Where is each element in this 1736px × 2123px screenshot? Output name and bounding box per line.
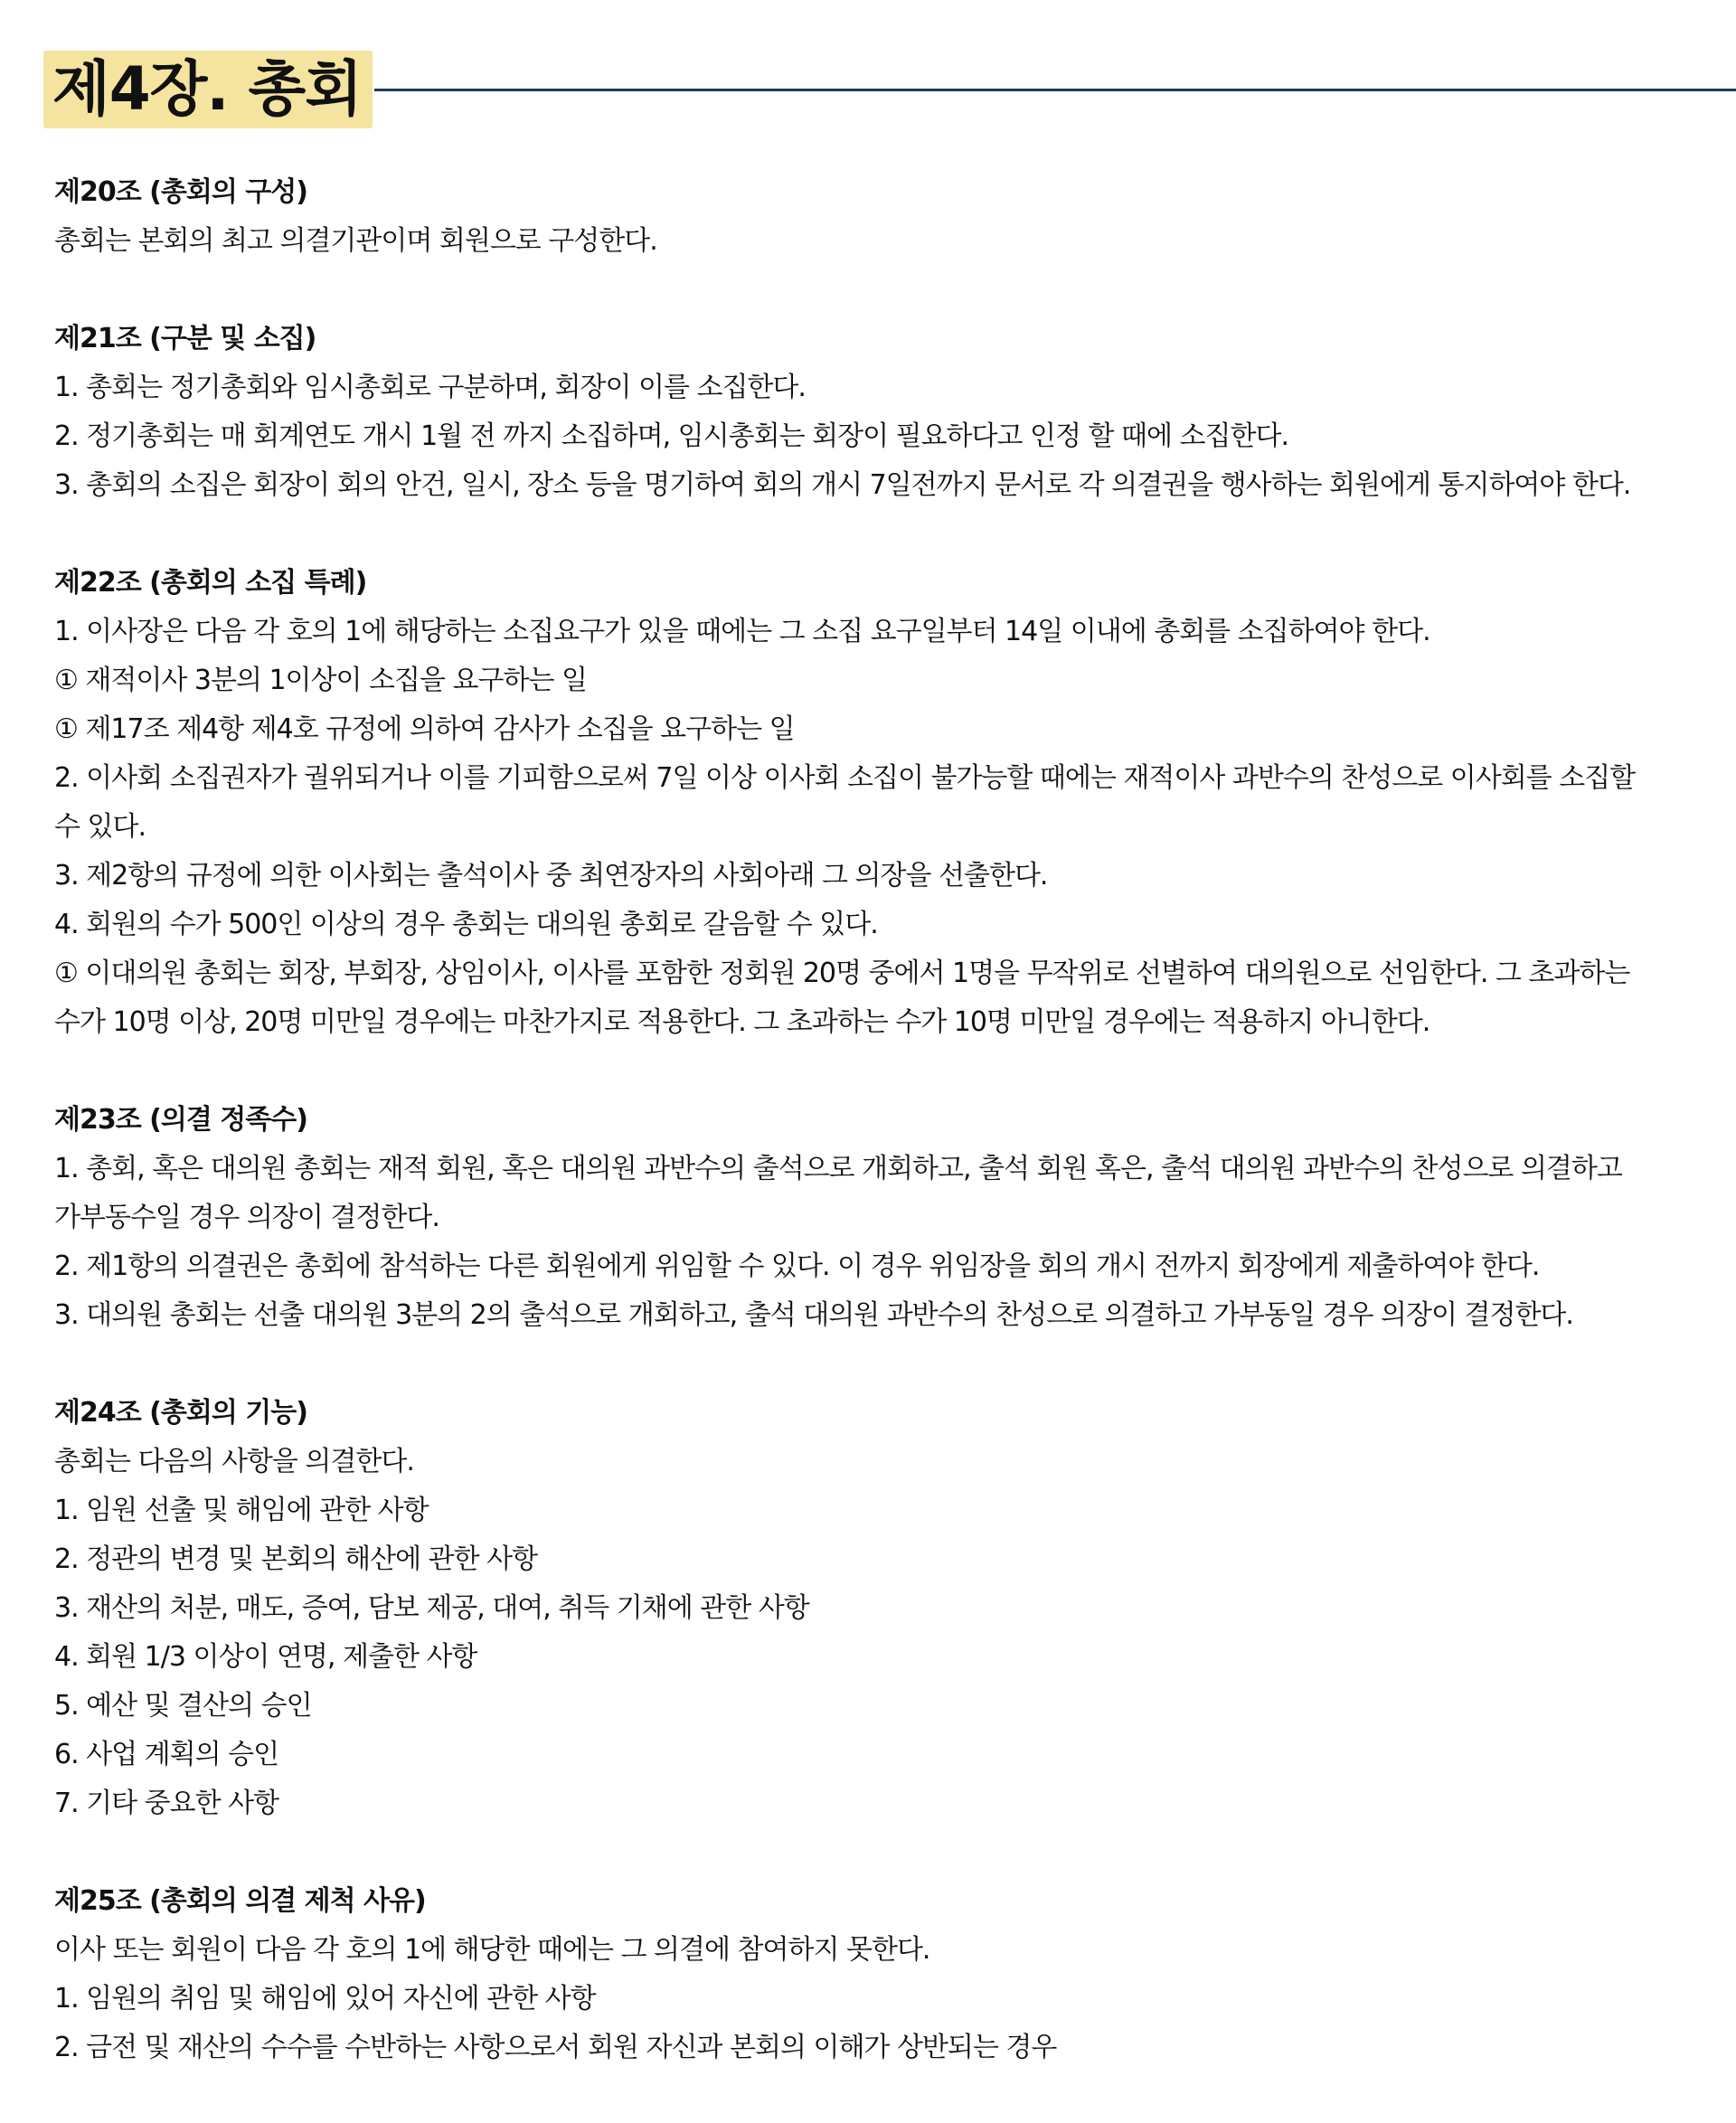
article-line: 2. 정관의 변경 및 본회의 해산에 관한 사항: [54, 1543, 538, 1575]
article-line: 7. 기타 중요한 사항: [54, 1788, 279, 1819]
article-line: 3. 대의원 총회는 선출 대의원 3분의 2의 출석으로 개회하고, 출석 대의원 과반수의 찬성으로 의결하고 가부동일 경우 의장이 결정한다.: [54, 1299, 1573, 1331]
article-subitem: ① 재적이사 3분의 1이상이 소집을 요구하는 일: [54, 665, 587, 696]
article-line: 2. 정기총회는 매 회계연도 개시 1월 전 까지 소집하며, 임시총회는 회장이 필요하다고 인정 할 때에 소집한다.: [54, 420, 1288, 452]
article-line: 이사 또는 회원이 다음 각 호의 1에 해당한 때에는 그 의결에 참여하지 못한다.: [54, 1934, 930, 1966]
article-title: 제23조 (의결 정족수): [54, 1104, 307, 1136]
article-list: [54, 168, 1673, 2121]
chapter-header: [43, 51, 1736, 132]
article-line: 3. 제2항의 규정에 의한 이사회는 출석이사 중 최연장자의 사회아래 그 의장을 선출한다.: [54, 860, 1048, 892]
article-line: 3. 재산의 처분, 매도, 증여, 담보 제공, 대여, 취득 기채에 관한 사항: [54, 1592, 809, 1624]
article-title: 제25조 (총회의 의결 제척 사유): [54, 1885, 426, 1917]
article-24: [54, 1389, 1673, 1828]
article-21: [54, 315, 1673, 510]
article-line: 1. 총회는 정기총회와 임시총회로 구분하며, 회장이 이를 소집한다.: [54, 372, 806, 403]
article-subitem: ① 이대의원 총회는 회장, 부회장, 상임이사, 이사를 포함한 정회원 20명 중에서 1명을 무작위로 선별하여 대의원으로 선임한다. 그 초과하는: [54, 958, 1630, 989]
article-22: [54, 559, 1673, 1047]
article-line: 6. 사업 계획의 승인: [54, 1739, 279, 1770]
article-subitem: ① 제17조 제4항 제4호 규정에 의하여 감사가 소집을 요구하는 일: [54, 713, 795, 745]
article-line: 2. 이사회 소집권자가 궐위되거나 이를 기피함으로써 7일 이상 이사회 소집이 불가능할 때에는 재적이사 과반수의 찬성으로 이사회를 소집할: [54, 762, 1636, 794]
article-title: 제24조 (총회의 기능): [54, 1397, 307, 1429]
article-line: 총회는 다음의 사항을 의결한다.: [54, 1446, 414, 1477]
article-title: 제20조 (총회의 구성): [54, 176, 307, 208]
article-line: 3. 총회의 소집은 회장이 회의 안건, 일시, 장소 등을 명기하여 회의 개시 7일전까지 문서로 각 의결권을 행사하는 회원에게 통지하여야 한다.: [54, 469, 1631, 501]
article-line: 5. 예산 및 결산의 승인: [54, 1690, 312, 1722]
article-title: 제21조 (구분 및 소집): [54, 323, 316, 354]
article-23: [54, 1096, 1673, 1340]
chapter-title: 제4장. 총회: [43, 51, 373, 128]
article-25: [54, 1877, 1673, 2072]
article-line: 총회는 본회의 최고 의결기관이며 회원으로 구성한다.: [54, 225, 657, 257]
article-line: 가부동수일 경우 의장이 결정한다.: [54, 1202, 439, 1233]
article-line: 4. 회원 1/3 이상이 연명, 제출한 사항: [54, 1641, 477, 1673]
article-line: 수가 10명 이상, 20명 미만일 경우에는 마찬가지로 적용한다. 그 초과하는 수가 10명 미만일 경우에는 적용하지 아니한다.: [54, 1006, 1430, 1038]
article-title: 제22조 (총회의 소집 특례): [54, 567, 367, 599]
article-line: 1. 임원의 취임 및 해임에 있어 자신에 관한 사항: [54, 1983, 596, 2014]
article-line: 1. 이사장은 다음 각 호의 1에 해당하는 소집요구가 있을 때에는 그 소집 요구일부터 14일 이내에 총회를 소집하여야 한다.: [54, 616, 1430, 647]
article-line: 1. 임원 선출 및 해임에 관한 사항: [54, 1495, 429, 1526]
article-line: 수 있다.: [54, 811, 146, 843]
article-line: 4. 회원의 수가 500인 이상의 경우 총회는 대의원 총회로 갈음할 수 있다.: [54, 909, 878, 940]
article-20: [54, 168, 1673, 266]
article-line: 2. 금전 및 재산의 수수를 수반하는 사항으로서 회원 자신과 본회의 이해가 상반되는 경우: [54, 2032, 1057, 2063]
article-line: 2. 제1항의 의결권은 총회에 참석하는 다른 회원에게 위임할 수 있다. 이 경우 위임장을 회의 개시 전까지 회장에게 제출하여야 한다.: [54, 1250, 1540, 1282]
chapter-divider: [374, 89, 1736, 91]
article-line: 1. 총회, 혹은 대의원 총회는 재적 회원, 혹은 대의원 과반수의 출석으로 개회하고, 출석 회원 혹은, 출석 대의원 과반수의 찬성으로 의결하고: [54, 1153, 1622, 1184]
